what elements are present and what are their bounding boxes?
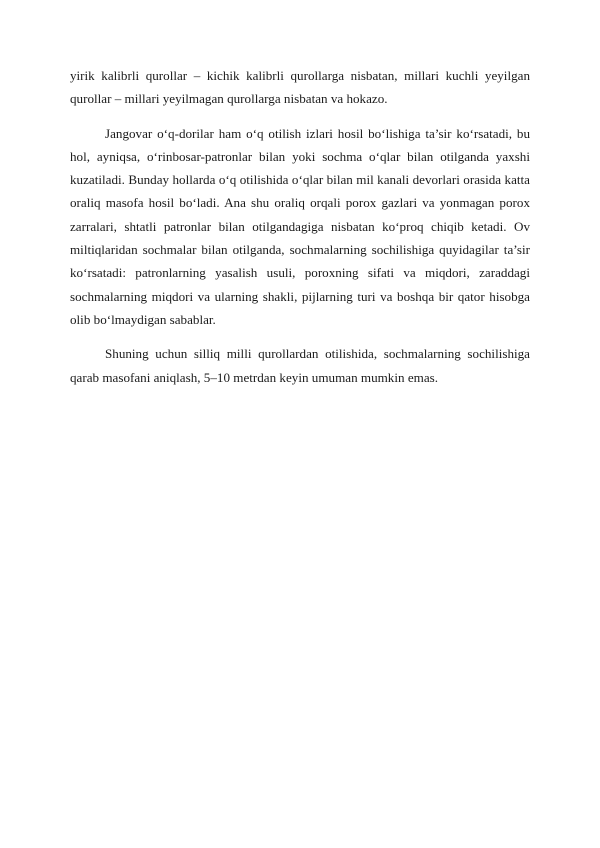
paragraph-continuation: yirik kalibrli qurollar – kichik kalibrli qurollarga nisbatan, millari kuchli yeyilgan qurollar – millari yeyilmagan qurollarga nisbatan va hokazo. [70, 68, 530, 107]
paragraph-ammunition: Jangovar o‘q-dorilar ham o‘q otilish izlari hosil bo‘lishiga ta’sir ko‘rsatadi, bu hol, ayniqsa, o‘rinbosar-patronlar bilan yoki sochma o‘qlar bilan otilganda yaxshi kuzatiladi. Bunday hollarda o‘q otilishida o‘qlar bilan mil kanali devorlari orasida katta oraliq masofa hosil bo‘ladi. Ana shu oraliq orqali porox gazlari va yonmagan porox zarralari, shtatli patronlar bilan otilgandagiga nisbatan ko‘proq chiqib ketadi. Ov miltiqlaridan sochmalar bilan otilganda, sochmalarning sochilishiga quyidagilar ta’sir ko‘rsatadi: patronlarning yasalish usuli, poroxning sifati va miqdori, zaraddagi sochmalarning miqdori va ularning shakli, pijlarning turi va boshqa bir qator hisobga olib bo‘lmaydigan sabablar. [70, 125, 530, 327]
paragraph-conclusion: Shuning uchun silliq milli qurollardan otilishida, sochmalarning sochilishiga qarab masofani aniqlash, 5–10 metrdan keyin umuman mumkin emas. [70, 346, 530, 385]
document-body [70, 64, 530, 400]
